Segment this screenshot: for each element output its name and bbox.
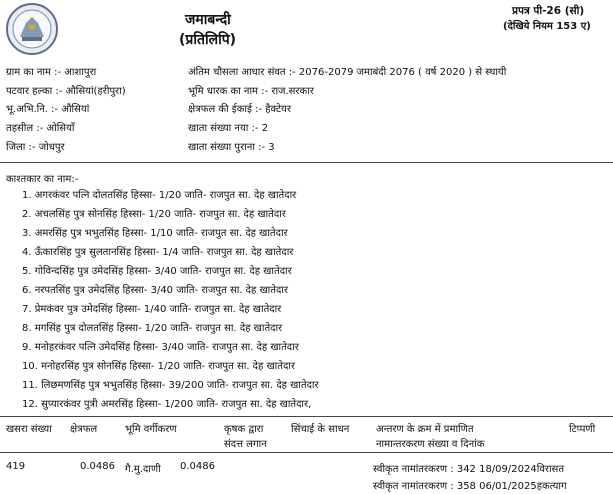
list-item: 2. अचलसिंह पुत्र सोनसिंह हिस्सा- 1/20 जाति- राजपुत सा. देह खातेदार [22,209,286,220]
field-holder-name: भूमि धारक का नाम :- राज.सरकार [188,86,314,97]
list-item: 12. सुप्यारकंवर पुत्री अमरसिंह हिस्सा- 1/200 जाति- राजपुत सा. देह खातेदार, [22,399,312,410]
header-farmer-rent: कृषक द्वारा [224,424,264,435]
list-item: 9. मनोहरकंवर पत्नि उमेदसिंह हिस्सा- 3/40 जाति- राजपुत सा. देह खातेदार [22,342,299,353]
header-mutation: अन्तरण के क्रम में प्रमाणित [376,424,474,435]
list-item: 10. मनोहरसिंह पुत्र सोनसिंह हिस्सा- 1/20 जाति- राजपुत सा. देह खातेदार [22,361,295,372]
header-khasra: खसरा संख्या [6,424,52,435]
divider [0,452,613,453]
rule-reference: (देखिये नियम 153 ए) [503,21,591,32]
list-item: 3. अमरसिंह पुत्र भभुतसिंह हिस्सा- 1/10 जाति- राजपुत सा. देह खातेदार [22,228,288,239]
list-item: 6. नरपतसिंह पुत्र उमेदसिंह हिस्सा- 3/40 जाति- राजपुत सा. देह खातेदार [22,285,288,296]
header-land-class: भूमि वर्गीकरण [125,424,177,435]
cell-area: 0.0486 [80,461,115,472]
rajasthan-emblem-icon [6,3,58,55]
cell-mutation-1: स्वीकृत नामांतरकरण : 342 18/09/2024विरासत [373,464,565,475]
cell-class-area: 0.0486 [180,461,215,472]
header-remarks: टिप्पणी [569,424,596,435]
divider [0,416,613,417]
header-area: क्षेत्रफल [70,424,98,435]
list-item: 5. गोविन्दसिंह पुत्र उमेदसिंह हिस्सा- 3/40 जाति- राजपुत सा. देह खातेदार [22,266,292,277]
list-item: 1. अगरकंवर पत्नि दोलतसिंह हिस्सा- 1/20 जाति- राजपुत सा. देह खातेदार [22,190,297,201]
field-village: ग्राम का नाम :- आशापुरा [6,67,97,78]
cell-land-class: गै.मु.दाणी [125,464,161,475]
field-area-unit: क्षेत्रफल की ईकाई :- हैक्टेयर [188,104,291,115]
field-patwar-circle: पटवार हल्का :- औसियां(हरीपुरा) [6,86,126,97]
field-settlement-year: अंतिम चौसला आधार संवत :- 2076-2079 जमाबंदी 2076 ( वर्ष 2020 ) से स्थायी [188,67,507,78]
form-number: प्रपत्र पी-26 (सी) [512,5,585,17]
list-item: 4. ऊँकारसिंह पुत्र सुलतानसिंह हिस्सा- 1/4 जाति- राजपुत सा. देह खातेदार [22,247,294,258]
header-irrigation: सिंचाई के साधन [291,424,350,435]
list-item: 7. प्रेमकंवर पुत्र उमेदसिंह हिस्सा- 1/40 जाति- राजपुत सा. देह खातेदार [22,304,282,315]
field-land-record-inspector: भू.अभि.नि. :- औसियां [6,104,90,115]
page-subtitle: (प्रतिलिपि) [179,32,237,48]
field-account-old: खाता संख्या पुराना :- 3 [188,142,275,153]
list-item: 11. लिछमणसिंह पुत्र भभुतसिंह हिस्सा- 39/200 जाति- राजपुत सा. देह खातेदार [22,380,319,391]
page-title: जमाबन्दी [185,12,231,28]
field-account-new: खाता संख्या नया :- 2 [188,123,269,134]
field-tehsil: तहसील :- ओसियाँ [6,123,75,134]
divider [0,162,613,163]
header-farmer-rent-2: संदत्त लगान [224,439,267,450]
header-mutation-2: नामान्तरकरण संख्या व दिनांक [376,439,485,450]
cell-mutation-2: स्वीकृत नामांतरकरण : 358 06/01/2025हकत्याग [373,481,567,492]
list-item: 8. मगसिंह पुत्र दोलतसिंह हिस्सा- 1/20 जाति- राजपुत सा. देह खातेदार [22,323,283,334]
owners-label: काश्तकार का नाम:- [6,174,79,185]
cell-khasra: 419 [6,461,26,472]
field-district: जिला :- जोधपुर [6,142,65,153]
